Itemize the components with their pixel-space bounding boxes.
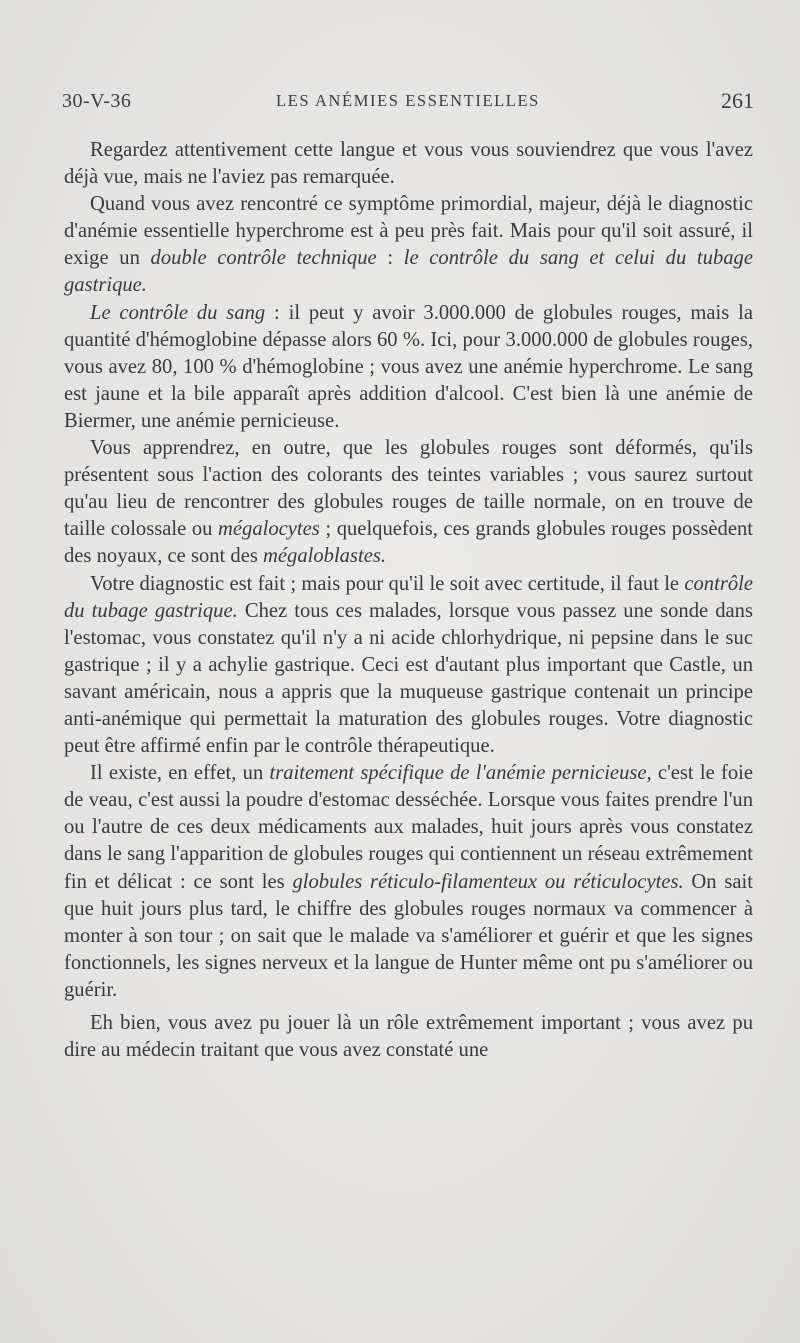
body-text (64, 137, 753, 1064)
text-run: : il peut y avoir 3.000.000 de globules rouges, mais la quantité d'hémoglobine dépasse alors 60 %. Ici, pour 3.000.000 de globules rouges, vous avez 80, 100 % d'hémoglobine ; vous avez une anémie hyperchrome. Le sang est jaune et la bile apparaît après addition d'alcool. C'est bien là une anémie de Biermer, une anémie pernicieuse. (64, 301, 753, 432)
italic-text: double contrôle technique (150, 247, 377, 270)
text-run: Quand vous avez rencontré ce symptôme primordial, majeur, déjà le diagnostic d'anémie essentielle hyperchrome est à peu près fait. Mais pour qu'il soit assuré, il exige un (64, 193, 753, 270)
text-run: Chez tous ces malades, lorsque vous passez une sonde dans l'estomac, vous constatez qu'il n'y a ni acide chlorhydrique, ni pepsine dans le suc gastrique ; il y a achylie gastrique. Ceci est d'autant plus important que Castle, un savant américain, nous a appris que la muqueuse gastrique contenait un principe anti-anémique qui permettait la maturation des globules rouges. Votre diagnostic peut être affirmé enfin par le contrôle thérapeutique. (64, 599, 753, 758)
paragraph (64, 760, 753, 1004)
text-run: Il existe, en effet, un (90, 762, 270, 785)
page-number: 261 (721, 88, 754, 113)
italic-text: traitement spécifique de l'anémie pernicieuse, (269, 762, 652, 785)
paragraph (64, 300, 753, 435)
paragraph (64, 435, 753, 570)
text-run: ; quelquefois, ces grands globules rouges possèdent des noyaux, ce sont des (64, 518, 753, 568)
text-run: Eh bien, vous avez pu jouer là un rôle extrêmement important ; vous avez pu dire au médecin traitant que vous avez constaté une (64, 1012, 753, 1062)
text-run: Votre diagnostic est fait ; mais pour qu'il le soit avec certitude, il faut le (90, 572, 685, 595)
italic-text: mégaloblastes. (263, 545, 387, 568)
text-run: c'est le foie de veau, c'est aussi la poudre d'estomac desséchée. Lorsque vous faites prendre l'un ou l'autre de ces deux médicaments aux malades, huit jours après vous constatez dans le sang l'apparition de globules rouges qui contiennent un réseau extrêmement fin et délicat : ce sont les (64, 762, 754, 893)
italic-text: globules réticulo-filamenteux ou réticulocytes. (292, 870, 684, 893)
italic-text: contrôle du tubage gastrique. (64, 572, 753, 622)
paragraph (64, 191, 753, 299)
header-date: 30-V-36 (62, 90, 132, 112)
paragraph (64, 571, 753, 761)
italic-text: le contrôle du sang et celui du tubage gastrique. (64, 247, 753, 297)
text-run: : (376, 247, 404, 270)
running-header (62, 84, 754, 118)
paragraph (64, 137, 753, 191)
running-title: LES ANÉMIES ESSENTIELLES (276, 91, 540, 110)
italic-text: mégalocytes (218, 518, 320, 541)
paragraph (64, 1010, 753, 1064)
text-run: Regardez attentivement cette langue et vous vous souviendrez que vous l'avez déjà vue, mais ne l'aviez pas remarquée. (64, 139, 753, 189)
text-run: Vous apprendrez, en outre, que les globules rouges sont déformés, qu'ils présentent sous l'action des colorants des teintes variables ; vous saurez surtout qu'au lieu de rencontrer des globules rouges de taille normale, on en trouve de taille colossale ou (64, 437, 753, 541)
italic-text: Le contrôle du sang (90, 301, 266, 324)
text-run: On sait que huit jours plus tard, le chiffre des globules rouges normaux va commencer à monter à son tour ; on sait que le malade va s'améliorer et guérir et que les signes fonctionnels, les signes nerveux et la langue de Hunter même ont pu s'améliorer ou guérir. (64, 870, 753, 1001)
